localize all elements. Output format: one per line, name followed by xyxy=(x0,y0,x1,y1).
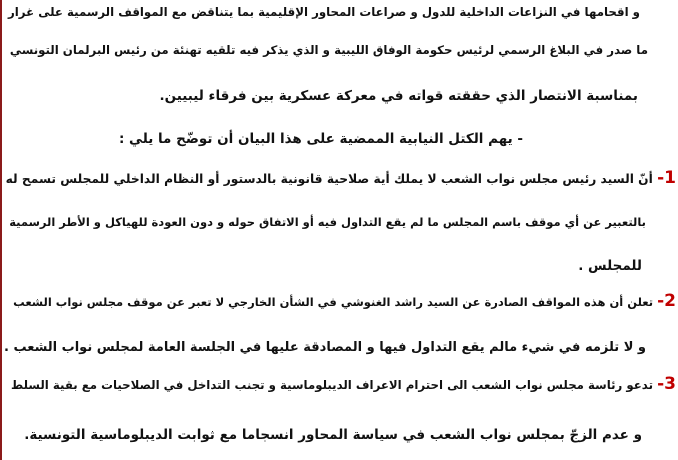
text-line-1: و اقحامها في النزاعات الداخلية للدول و صراعات المحاور الإقليمية بما يتناقض مع المواقف الرسمية على غرار xyxy=(8,5,640,19)
item-3-text: تدعو رئاسة مجلس نواب الشعب الى احترام الاعراف الديبلوماسية و تجنب التداخل في الصلاحيات مع بقية السلط xyxy=(11,378,653,392)
intro-line: - يهم الكتل النيابية الممضية على هذا البيان أن توضّح ما يلي : xyxy=(118,131,523,147)
item-1-line-2: بالتعبير عن أي موقف باسم المجلس ما لم يقع التداول فيه أو الاتفاق حوله و دون العودة للهياكل و الأطر الرسمية xyxy=(9,215,646,229)
item-2-text: تعلن أن هذه المواقف الصادرة عن السيد راشد الغنوشي في الشأن الخارجي لا تعبر عن موقف مجلس نواب الشعب xyxy=(13,295,654,309)
item-number-3: 3- xyxy=(657,374,676,394)
item-number-2: 2- xyxy=(657,291,676,311)
item-1-first-line xyxy=(6,168,676,189)
item-1-text: أنّ السيد رئيس مجلس نواب الشعب لا يملك أية صلاحية قانونية بالدستور أو النظام الداخلي للمجلس تسمح له xyxy=(5,172,653,186)
text-line-2: ما صدر في البلاغ الرسمي لرئيس حكومة الوفاق الليبية و الذي يذكر فيه تلقيه تهنئة من رئيس البرلمان التونسي xyxy=(9,43,648,57)
item-3-line-2: و عدم الزجّ بمجلس نواب الشعب في سياسة المحاور انسجاما مع ثوابت الديبلوماسية التونسية. xyxy=(24,427,642,443)
item-2-first-line xyxy=(13,291,676,312)
item-number-1: 1- xyxy=(657,168,676,188)
item-1-line-3: للمجلس . xyxy=(578,258,642,274)
item-3-first-line xyxy=(11,374,676,395)
text-line-3: بمناسبة الانتصار الذي حققته قواته في معركة عسكرية بين فرقاء ليبيين. xyxy=(159,88,638,104)
item-2-line-2: و لا تلزمه في شيء مالم يقع التداول فيها و المصادقة عليها في الجلسة العامة لمجلس نواب الشعب . xyxy=(4,340,646,355)
